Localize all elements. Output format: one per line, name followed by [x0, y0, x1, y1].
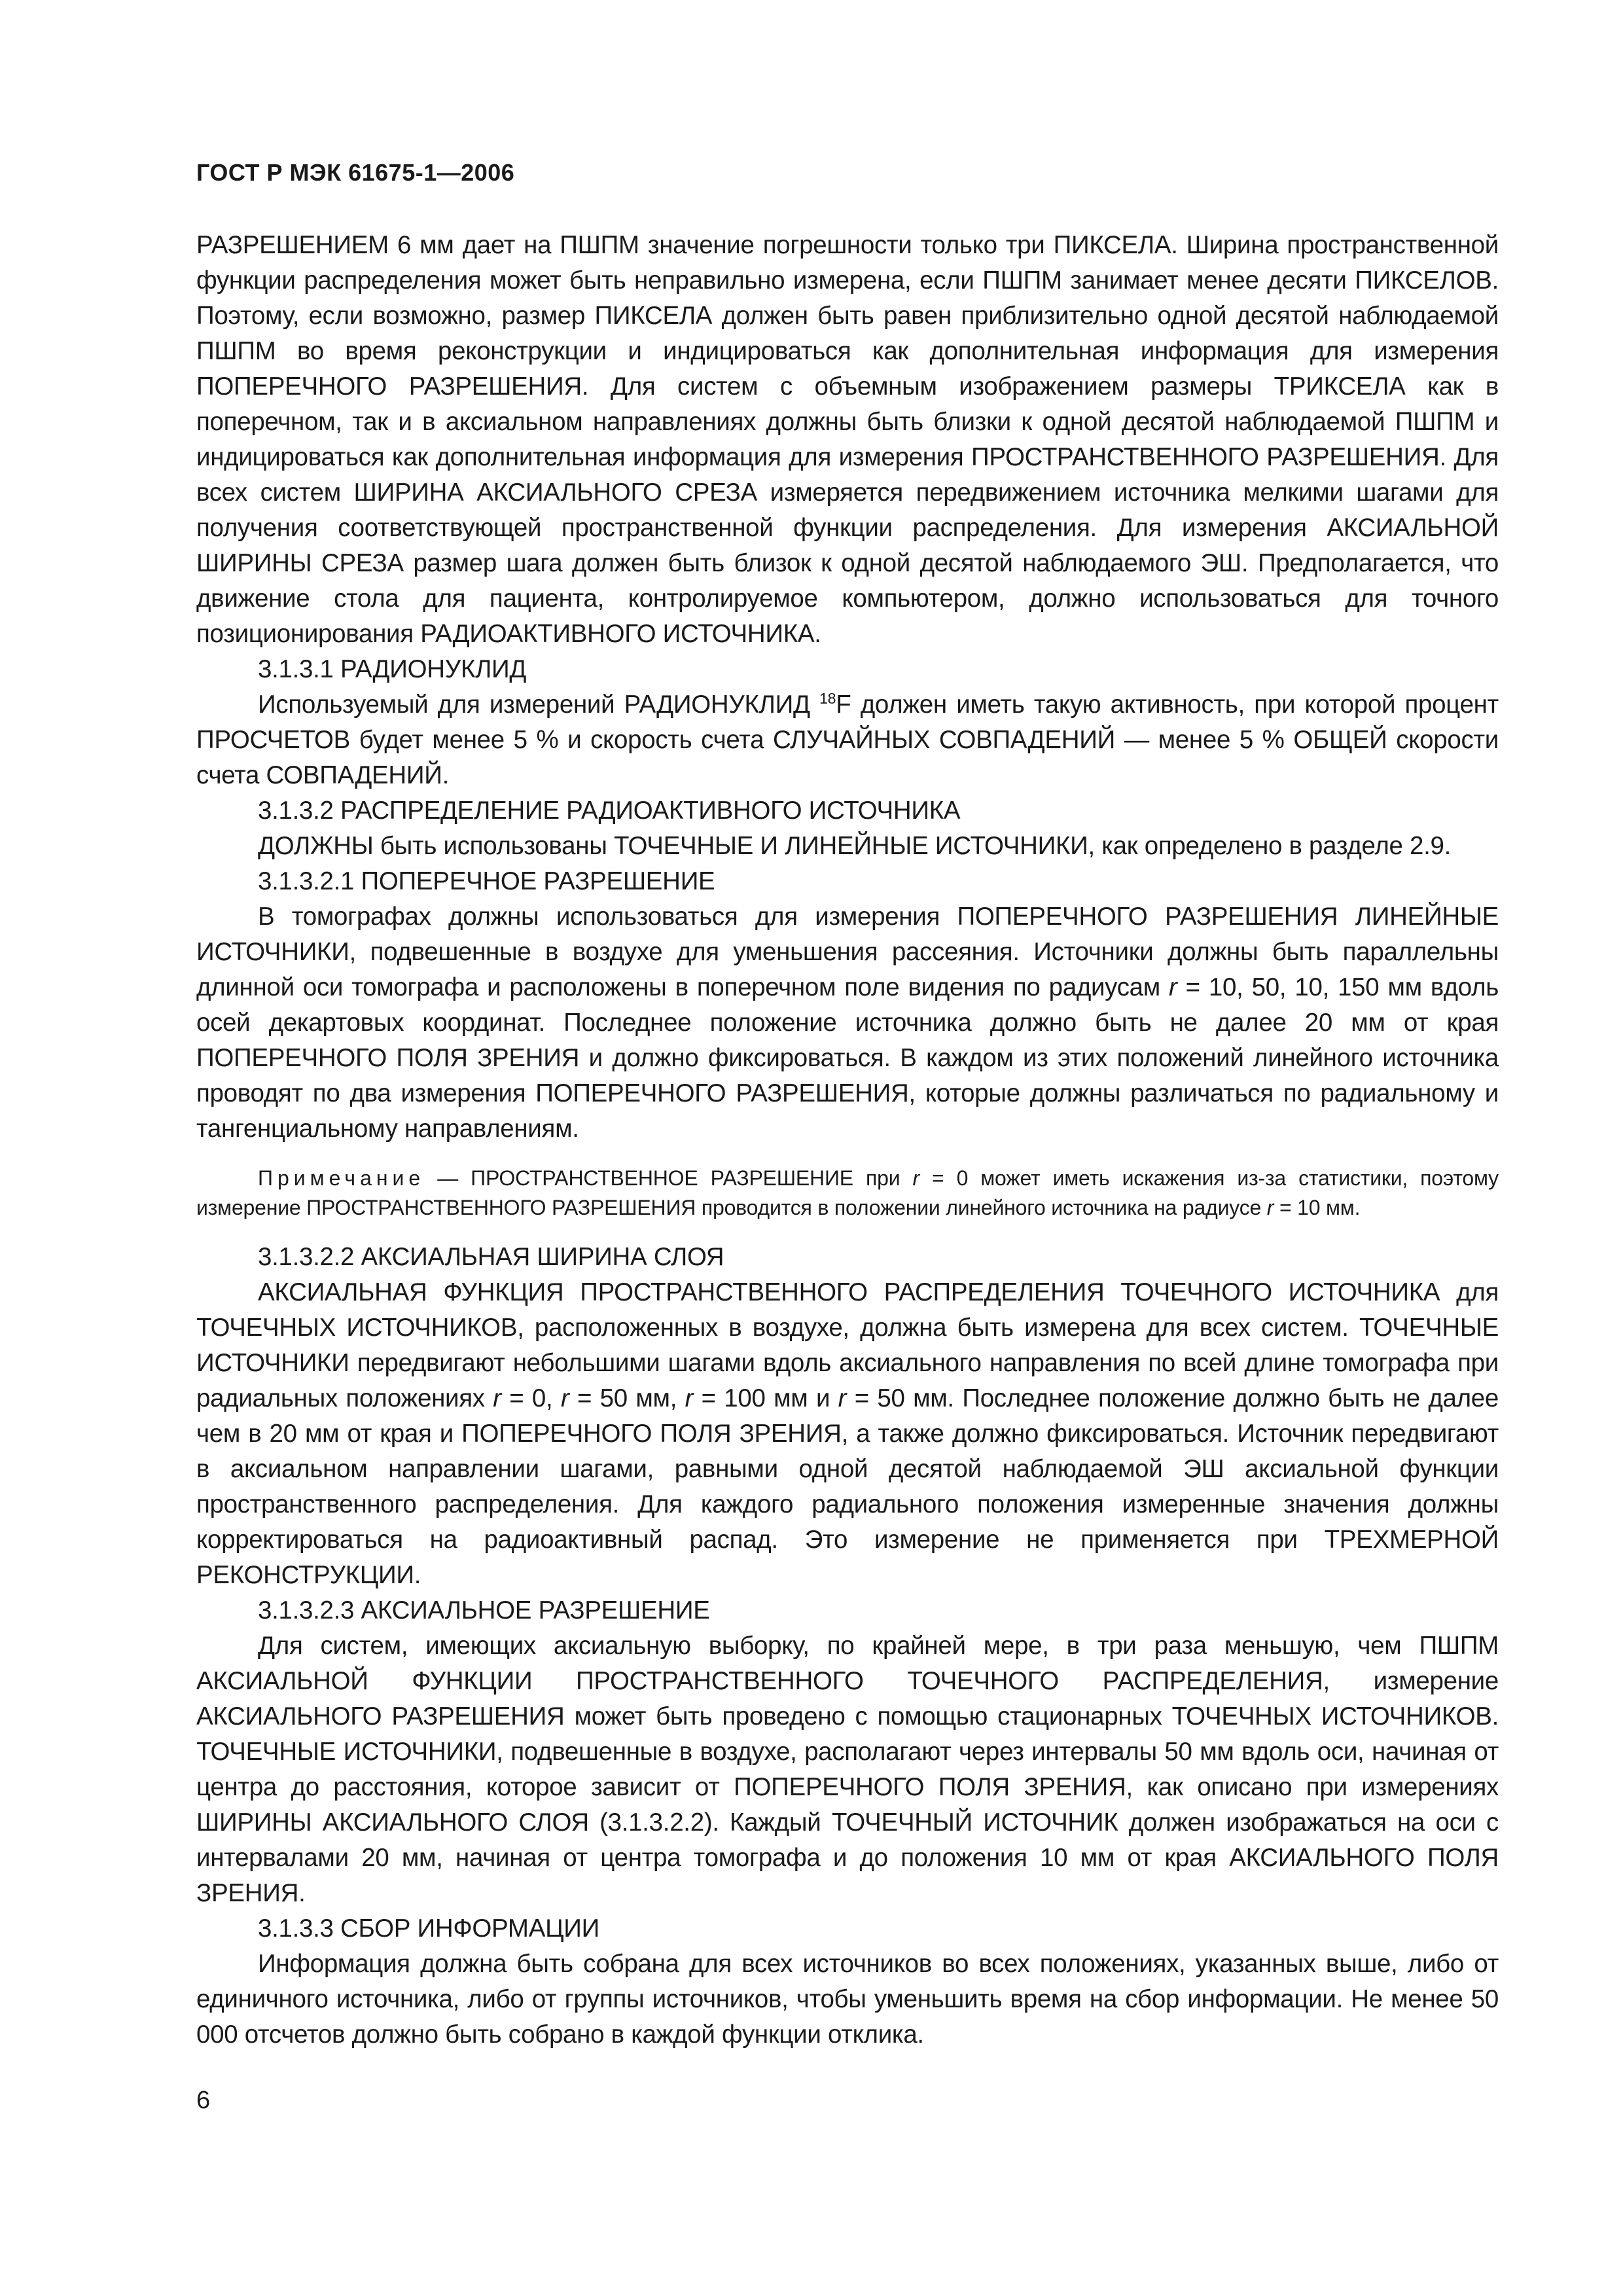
- text-run: = 0,: [501, 1384, 561, 1412]
- variable-r: r: [560, 1384, 569, 1412]
- text-run: = 50 мм,: [569, 1384, 685, 1412]
- text-run: = 50 мм. Последнее положение должно быть не далее чем в 20 мм от края и ПОПЕРЕЧНОГО ПОЛЯ ЗРЕНИЯ, а также должно фиксироваться. Источник передвигают в аксиальном направлении шагами, равными одной десятой наблюдаемой ЭШ аксиальной функции пространственного распределения. Для каждого радиального положения измеренные значения должны корректироваться на радиоактивный распад. Это измерение не применяется при ТРЕХМЕРНОЙ РЕКОНСТРУКЦИИ.: [196, 1384, 1499, 1589]
- text-run: = 10, 50, 10, 150 мм вдоль осей декартовых координат. Последнее положение источника должно быть не далее 20 мм от края ПОПЕРЕЧНОГО ПОЛЯ ЗРЕНИЯ и должно фиксироваться. В каждом из этих положений линейного источника проводят по два измерения ПОПЕРЕЧНОГО РАЗРЕШЕНИЯ, которые должны различаться по радиальному и тангенциальному направлениям.: [196, 973, 1499, 1143]
- text-run: — ПРОСТРАНСТВЕННОЕ РАЗРЕШЕНИЕ при: [425, 1166, 913, 1190]
- variable-r: r: [1266, 1196, 1274, 1219]
- text-run: АКСИАЛЬНАЯ ФУНКЦИЯ ПРОСТРАНСТВЕННОГО РАСПРЕДЕЛЕНИЯ ТОЧЕЧНОГО ИСТОЧНИКА для ТОЧЕЧНЫХ ИСТОЧНИКОВ, расположенных в воздухе, должна быть измерена для всех систем. ТОЧЕЧНЫЕ ИСТОЧНИКИ передвигают небольшими шагами вдоль аксиального направления по всей длине томографа при радиальных положениях: [196, 1278, 1499, 1412]
- text-run: F должен иметь такую активность, при которой процент ПРОСЧЕТОВ будет менее 5 % и скорость счета СЛУЧАЙНЫХ СОВПАДЕНИЙ — менее 5 % ОБЩЕЙ скорости счета СОВПАДЕНИЙ.: [196, 691, 1499, 789]
- variable-r: r: [912, 1166, 919, 1190]
- paragraph-3-1-3-2-1: [196, 899, 1499, 1147]
- heading-3-1-3-2: 3.1.3.2 РАСПРЕДЕЛЕНИЕ РАДИОАКТИВНОГО ИСТОЧНИКА: [258, 797, 961, 825]
- heading-3-1-3-1: 3.1.3.1 РАДИОНУКЛИД: [258, 655, 527, 683]
- paragraph-intro: РАЗРЕШЕНИЕМ 6 мм дает на ПШПМ значение погрешности только три ПИКСЕЛА. Ширина пространственной функции распределения может быть неправильно измерена, если ПШПМ занимает менее десяти ПИКСЕЛОВ. Поэтому, если возможно, размер ПИКСЕЛА должен быть равен приблизительно одной десятой наблюдаемой ПШПМ во время реконструкции и индицироваться как дополнительная информация для измерения ПОПЕРЕЧНОГО РАЗРЕШЕНИЯ. Для систем с объемным изображением размеры ТРИКСЕЛА как в поперечном, так и в аксиальном направлениях должны быть близки к одной десятой наблюдаемой ПШПМ и индицироваться как дополнительная информация для измерения ПРОСТРАНСТВЕННОГО РАЗРЕШЕНИЯ. Для всех систем ШИРИНА АКСИАЛЬНОГО СРЕЗА измеряется передвижением источника мелкими шагами для получения соответствующей пространственной функции распределения. Для измерения АКСИАЛЬНОЙ ШИРИНЫ СРЕЗА размер шага должен быть близок к одной десятой наблюдаемого ЭШ. Предполагается, что движение стола для пациента, контролируемое компьютером, должно использоваться для точного позиционирования РАДИОАКТИВНОГО ИСТОЧНИКА.: [196, 231, 1499, 648]
- variable-r: r: [1169, 973, 1177, 1001]
- heading-3-1-3-2-3: 3.1.3.2.3 АКСИАЛЬНОЕ РАЗРЕШЕНИЕ: [258, 1596, 710, 1624]
- text-run: В томографах должны использоваться для измерения ПОПЕРЕЧНОГО РАЗРЕШЕНИЯ ЛИНЕЙНЫЕ ИСТОЧНИКИ, подвешенные в воздухе для уменьшения рассеяния. Источники должны быть параллельны длинной оси томографа и расположены в поперечном поле видения по радиусам: [196, 903, 1499, 1001]
- text-run: = 0 может иметь искажения из-за статистики, поэтому измерение ПРОСТРАНСТВЕННОГО РАЗРЕШЕНИЯ проводится в положении линейного источника на радиусе: [196, 1166, 1499, 1219]
- text-run: Используемый для измерений РАДИОНУКЛИД: [258, 691, 820, 719]
- note-label: Примечание: [258, 1166, 425, 1190]
- paragraph-3-1-3-2-3: Для систем, имеющих аксиальную выборку, по крайней мере, в три раза меньшую, чем ПШПМ АКСИАЛЬНОЙ ФУНКЦИИ ПРОСТРАНСТВЕННОГО ТОЧЕЧНОГО РАСПРЕДЕЛЕНИЯ, измерение АКСИАЛЬНОГО РАЗРЕШЕНИЯ может быть проведено с помощью стационарных ТОЧЕЧНЫХ ИСТОЧНИКОВ. ТОЧЕЧНЫЕ ИСТОЧНИКИ, подвешенные в воздухе, располагают через интервалы 50 мм вдоль оси, начиная от центра до расстояния, которое зависит от ПОПЕРЕЧНОГО ПОЛЯ ЗРЕНИЯ, как описано при измерениях ШИРИНЫ АКСИАЛЬНОГО СЛОЯ (3.1.3.2.2). Каждый ТОЧЕЧНЫЙ ИСТОЧНИК должен изображаться на оси с интервалами 20 мм, начиная от центра томографа и до положения 10 мм от края АКСИАЛЬНОГО ПОЛЯ ЗРЕНИЯ.: [196, 1632, 1499, 1907]
- heading-3-1-3-2-1: 3.1.3.2.1 ПОПЕРЕЧНОЕ РАЗРЕШЕНИЕ: [258, 867, 715, 895]
- paragraph-3-1-3-3: Информация должна быть собрана для всех источников во всех положениях, указанных выше, либо от единичного источника, либо от группы источников, чтобы уменьшить время на сбор информации. Не менее 50 000 отсчетов должно быть собрано в каждой функции отклика.: [196, 1950, 1499, 2049]
- paragraph-3-1-3-2-2: [196, 1275, 1499, 1593]
- document-page: [196, 157, 1499, 2117]
- variable-r: r: [838, 1384, 847, 1412]
- variable-r: r: [685, 1384, 694, 1412]
- note: [196, 1164, 1499, 1223]
- document-header: ГОСТ Р МЭК 61675-1—2006: [196, 159, 515, 186]
- page-number: 6: [196, 2087, 211, 2114]
- paragraph-3-1-3-1: [196, 687, 1499, 793]
- heading-3-1-3-3: 3.1.3.3 СБОР ИНФОРМАЦИИ: [258, 1914, 600, 1943]
- superscript-mass-number: 18: [819, 690, 836, 708]
- paragraph-3-1-3-2: ДОЛЖНЫ быть использованы ТОЧЕЧНЫЕ И ЛИНЕЙНЫЕ ИСТОЧНИКИ, как определено в разделе 2.9.: [258, 832, 1452, 860]
- text-run: = 10 мм.: [1274, 1196, 1361, 1219]
- heading-3-1-3-2-2: 3.1.3.2.2 АКСИАЛЬНАЯ ШИРИНА СЛОЯ: [258, 1243, 724, 1271]
- variable-r: r: [493, 1384, 501, 1412]
- text-run: = 100 мм и: [693, 1384, 838, 1412]
